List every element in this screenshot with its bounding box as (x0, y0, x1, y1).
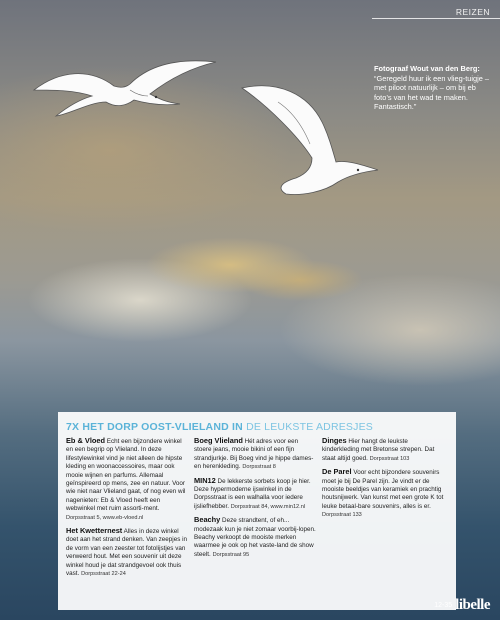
column-2 (194, 437, 316, 564)
shop-entry (322, 437, 444, 463)
section-rule (372, 18, 500, 19)
shop-text: De lekkerste sorbets koop je hier. Deze hypermoderne ijswinkel in de Dorpsstraat is een walhalla voor iedere ijsliefhebber. (194, 477, 311, 510)
shop-entry (194, 477, 316, 512)
panel-title-main: 7X HET DORP OOST-VLIELAND IN (66, 421, 243, 433)
shop-address: Dorpsstraat 103 (369, 455, 410, 462)
shop-text: Echt een bijzondere winkel en een begrip op Vlieland. In deze lifestylewinkel vind je niet alleen de hipste kleding en woonaccessoires, maar ook mooie wijnen en parfums. Allemaal geïnspireerd op mens, zee en natuur. Voor wie niet naar Vlieland gaat, of nog even wil nagenieten: Eb & Vloed heeft een webwinkel met ruim assorti-ment. (66, 438, 186, 513)
page-footer (434, 597, 490, 614)
column-1 (66, 437, 188, 584)
shop-address: Dorpsstraat 5, www.eb-vloed.nl (66, 514, 144, 521)
photo-caption (374, 64, 492, 112)
shop-text: Hét adres voor een stoere jeans, mooie bikini of een fijn strandjurkje. Bij Boeg vind je hippe dames- en herenkleding. (194, 438, 314, 471)
shop-address: Dorpsstraat 133 (322, 512, 362, 519)
shop-name: Eb & Vloed (66, 436, 106, 445)
shop-entry (194, 516, 316, 559)
shop-entry (66, 527, 188, 578)
shop-name: Beachy (194, 515, 221, 525)
shops-panel (58, 412, 456, 610)
caption-title: Fotograaf Wout van den Berg: (374, 64, 480, 73)
shop-name: Boeg Vlieland (194, 436, 243, 445)
page-number: 12-35 (434, 602, 453, 609)
shop-entry (66, 437, 188, 522)
brand-logo: libelle (455, 597, 490, 613)
seagull-left-icon (30, 50, 220, 125)
shop-address: Dorpsstraat 95 (212, 551, 250, 558)
shop-entry (322, 468, 444, 519)
shop-name: Het Kwetternest (66, 526, 123, 536)
caption-body: “Geregeld huur ik een vlieg-tuigje – met piloot natuurlijk – om bij eb foto’s van het wad te maken. Fantastisch.” (374, 73, 490, 112)
shop-address: Dorpsstraat 84, www.min12.nl (230, 503, 306, 510)
shop-text: Alles in deze winkel doet aan het strand denken. Van zeepjes in de vorm van een zeester tot fotolijstjes van verweerd hout. Met een souvenir uit deze winkel houd je dat strandgevoel ook thuis vast. (66, 528, 188, 578)
shop-name: MIN12 (194, 475, 216, 485)
shop-address: Dorpsstraat 8 (242, 464, 276, 471)
shop-name: Dinges (322, 436, 347, 445)
shop-text: Voor echt bijzondere souvenirs moet je bij De Parel zijn. Je vindt er de mooiste beeldjes van keramiek en prachtig houtsnijwerk. Van kunst met een grote K tot leuke betaal-bare souvenirs, alles is er. (322, 469, 444, 510)
section-label: REIZEN (455, 7, 490, 17)
shop-text: Deze strandtent, of eh... modezaak kun je niet zomaar voorbij-lopen. Beachy verkoopt de mooiste merken waarmee je ook op het vaste-land de show steelt. (194, 517, 316, 558)
shop-entry (194, 437, 316, 472)
column-3 (322, 437, 444, 525)
shop-name: De Parel (322, 467, 352, 477)
panel-title (66, 421, 373, 433)
panel-title-accent: DE LEUKSTE ADRESJES (246, 421, 373, 433)
shop-address: Dorpsstraat 22-24 (81, 571, 126, 578)
seagull-right-icon (238, 82, 383, 207)
shop-text: Hier hangt de leukste kinderkleding met Bretonse strepen. Dat staat altijd goed. (322, 438, 435, 462)
